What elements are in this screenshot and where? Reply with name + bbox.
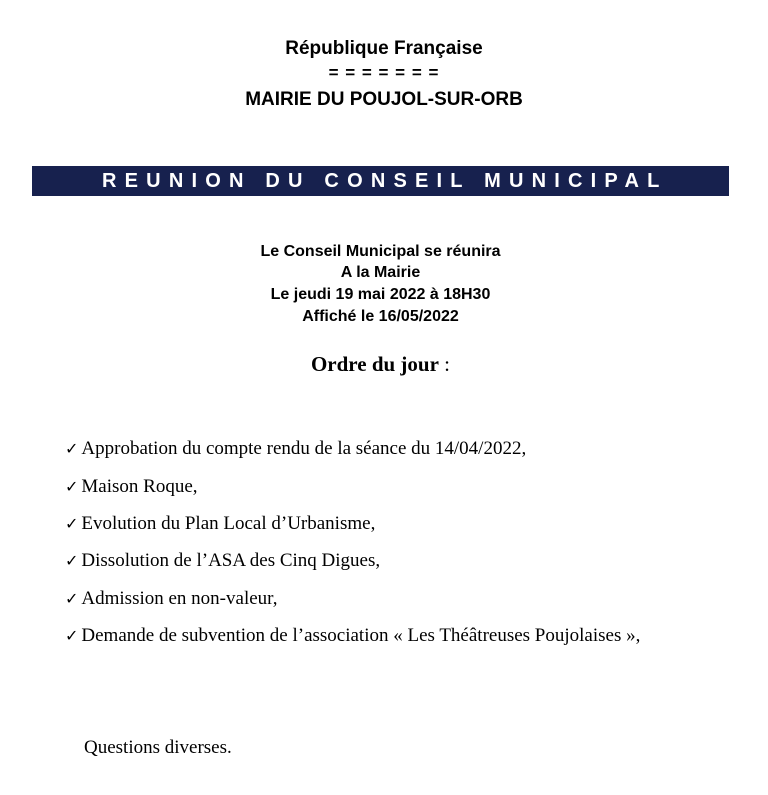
agenda-heading <box>0 351 761 377</box>
checkmark-icon: ✓ <box>65 551 79 570</box>
header-separator: = = = = = = = <box>328 63 440 82</box>
list-item <box>65 587 277 611</box>
questions-diverses: Questions diverses. <box>84 737 232 758</box>
list-item-text: Demande de subvention de l’association « Les Théâtreuses Poujolaises », <box>81 625 641 646</box>
notice-line-1: Le Conseil Municipal se réunira <box>260 243 501 260</box>
agenda-heading-colon: : <box>438 352 451 376</box>
list-item <box>65 512 375 536</box>
checkmark-icon: ✓ <box>65 439 79 458</box>
list-item-text: Approbation du compte rendu de la séance du 14/04/2022, <box>81 438 527 459</box>
checkmark-icon: ✓ <box>65 514 79 533</box>
list-item-text: Evolution du Plan Local d’Urbanisme, <box>81 513 376 534</box>
checkmark-icon: ✓ <box>65 477 79 496</box>
list-item <box>65 624 640 648</box>
header-mairie: MAIRIE DU POUJOL-SUR-ORB <box>245 89 523 110</box>
list-item <box>65 549 380 573</box>
list-item-text: Maison Roque, <box>81 476 198 497</box>
list-item <box>65 437 526 461</box>
list-item-text: Admission en non-valeur, <box>81 588 278 609</box>
list-item-text: Dissolution de l’ASA des Cinq Digues, <box>81 550 381 571</box>
checkmark-icon: ✓ <box>65 589 79 608</box>
list-item <box>65 475 198 499</box>
notice-date: Le jeudi 19 mai 2022 à 18H30 <box>270 286 491 303</box>
title-banner <box>32 166 729 196</box>
notice-posted-date: Affiché le 16/05/2022 <box>302 308 459 325</box>
checkmark-icon: ✓ <box>65 626 79 645</box>
header-republique: République Française <box>285 38 483 59</box>
agenda-heading-title: Ordre du jour <box>310 352 439 376</box>
banner-title: REUNION DU CONSEIL MUNICIPAL <box>102 170 668 192</box>
notice-line-2: A la Mairie <box>340 264 421 281</box>
